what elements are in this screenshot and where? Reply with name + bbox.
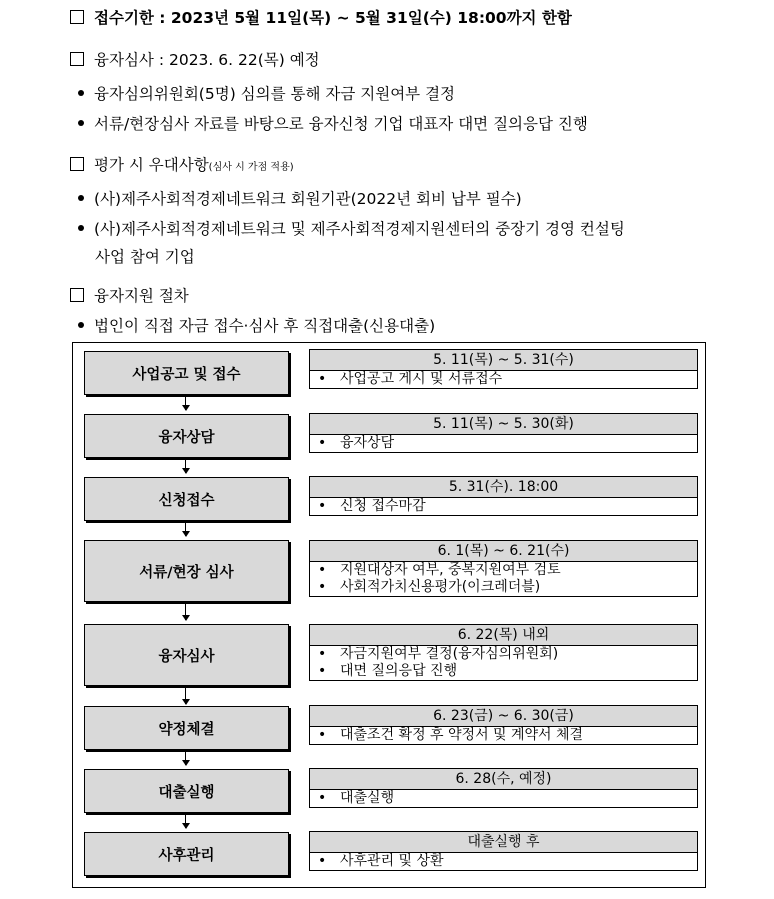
flow-item: • 대면 질의응답 진행 [318, 663, 458, 679]
bullet-icon [78, 225, 84, 231]
review-bullet-2: 서류/현장심사 자료를 바탕으로 융자신청 기업 대표자 대면 질의응답 진행 [78, 114, 588, 134]
flow-item: • 사회적가치신용평가(이크레더블) [318, 579, 541, 595]
flow-item: • 대출실행 [318, 790, 395, 806]
flow-step-agreement: 약정체결 [84, 706, 289, 750]
preference-heading: 평가 시 우대사항(심사 시 가점 적용) [70, 155, 294, 178]
arrow-down-icon [185, 815, 186, 828]
arrow-down-icon [185, 752, 186, 765]
review-bullet-1: 융자심의위원회(5명) 심의를 통해 자금 지원여부 결정 [78, 84, 455, 104]
flow-step-review: 융자심사 [84, 624, 289, 686]
review-heading: 융자심사 : 2023. 6. 22(목) 예정 [70, 50, 320, 70]
arrow-down-icon [185, 604, 186, 620]
flow-step-announce: 사업공고 및 접수 [84, 351, 289, 395]
preference-bullet-2-cont: 사업 참여 기업 [95, 248, 195, 266]
flow-item: • 사후관리 및 상환 [318, 853, 444, 869]
flow-detail-agreement [309, 705, 698, 745]
flow-step-execution: 대출실행 [84, 769, 289, 813]
flow-date: 6. 23(금) ~ 6. 30(금) [310, 706, 697, 727]
flow-item: • 사업공고 게시 및 서류접수 [318, 371, 503, 387]
flow-item: • 대출조건 확정 후 약정서 및 계약서 체결 [318, 727, 584, 743]
preference-bullet-2: (사)제주사회적경제네트워크 및 제주사회적경제지원센터의 중장기 경영 컨설팅 [78, 219, 625, 239]
checkbox-square-icon [70, 10, 84, 24]
flow-date: 5. 11(목) ~ 5. 30(화) [310, 414, 697, 435]
flow-detail-announce [309, 349, 698, 389]
bullet-icon [78, 195, 84, 201]
flow-item: • 지원대상자 여부, 중복지원여부 검토 [318, 562, 561, 578]
bullet-icon [78, 322, 84, 328]
flow-step-aftercare: 사후관리 [84, 832, 289, 876]
flow-detail-aftercare [309, 831, 698, 871]
procedure-bullet: 법인이 직접 자금 접수·심사 후 직접대출(신용대출) [78, 316, 435, 336]
checkbox-square-icon [70, 288, 84, 302]
flow-item: • 융자상담 [318, 435, 395, 451]
arrow-down-icon [185, 460, 186, 473]
flow-detail-consult [309, 413, 698, 453]
flow-date: 5. 11(목) ~ 5. 31(수) [310, 350, 697, 371]
checkbox-square-icon [70, 157, 84, 171]
flow-date: 6. 1(목) ~ 6. 21(수) [310, 541, 697, 562]
arrow-down-icon [185, 397, 186, 410]
bullet-icon [78, 90, 84, 96]
flow-step-screening: 서류/현장 심사 [84, 540, 289, 602]
arrow-down-icon [185, 688, 186, 704]
flow-item: • 신청 접수마감 [318, 498, 426, 514]
preference-bullet-1: (사)제주사회적경제네트워크 회원기관(2022년 회비 납부 필수) [78, 189, 522, 209]
procedure-flowchart [72, 342, 706, 888]
flow-step-consult: 융자상담 [84, 414, 289, 458]
checkbox-square-icon [70, 52, 84, 66]
flow-step-apply: 신청접수 [84, 477, 289, 521]
flow-detail-screening [309, 540, 698, 597]
deadline-heading: 접수기한 : 2023년 5월 11일(목) ~ 5월 31일(수) 18:00까지 한함 [70, 8, 572, 28]
arrow-down-icon [185, 523, 186, 536]
bullet-icon [78, 120, 84, 126]
flow-detail-review [309, 624, 698, 681]
procedure-heading: 융자지원 절차 [70, 286, 189, 306]
flow-date: 6. 22(목) 내외 [310, 625, 697, 646]
flow-detail-execution [309, 768, 698, 808]
flow-item: • 자금지원여부 결정(융자심의위원회) [318, 646, 559, 662]
flow-detail-apply [309, 476, 698, 516]
flow-date: 6. 28(수, 예정) [310, 769, 697, 790]
flow-date: 대출실행 후 [310, 832, 697, 853]
flow-date: 5. 31(수). 18:00 [310, 477, 697, 498]
